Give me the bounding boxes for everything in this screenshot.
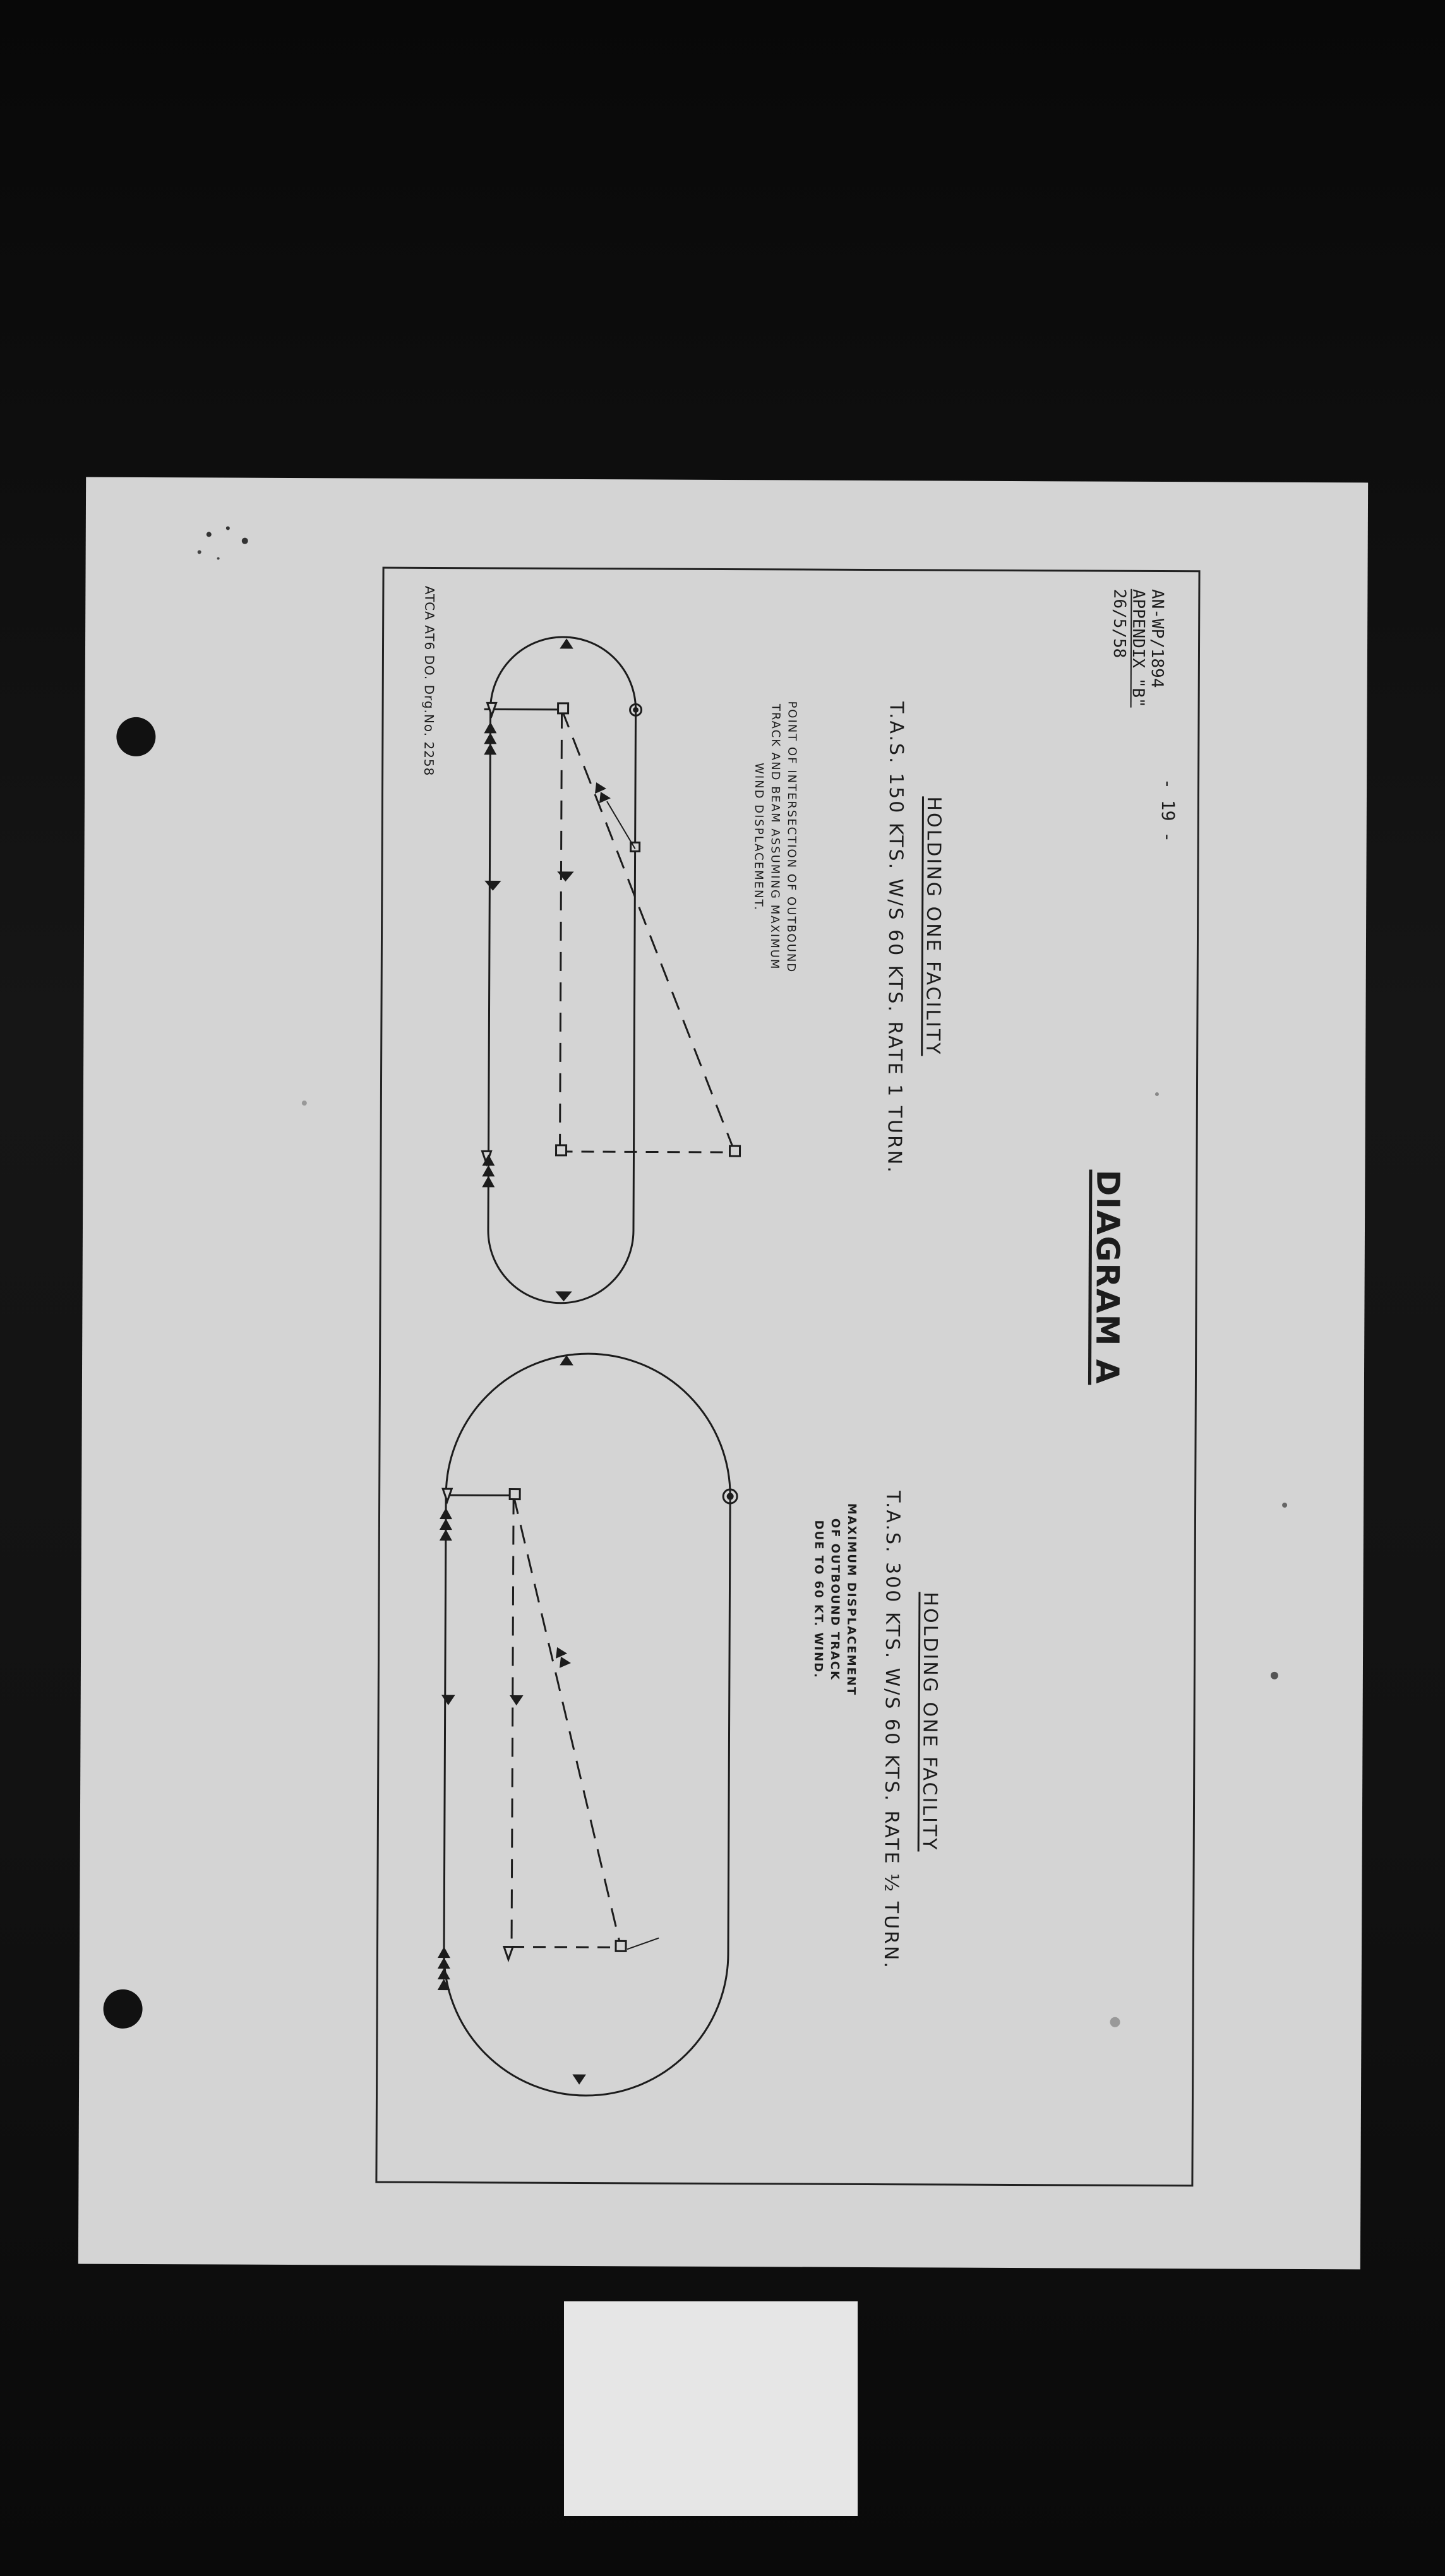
pattern-2-racetrack: [443, 1353, 731, 2096]
drawing-reference: ATCA AT6 DO. Drg.No. 2258: [421, 585, 438, 777]
pattern-1-tracks: [483, 709, 737, 1152]
pattern-2-subtitle: T.A.S. 300 KTS. W/S 60 KTS. RATE ½ TURN.: [879, 1491, 904, 1970]
pattern-1-markers: [482, 640, 743, 1301]
reference-line-1: AN-WP/1894: [1147, 588, 1167, 688]
pattern-2-markers: [440, 1356, 738, 2084]
holding-patterns: [376, 567, 1204, 2187]
pattern-2-heading: HOLDING ONE FACILITY: [918, 1592, 942, 1852]
page-number: - 19 -: [1157, 778, 1179, 843]
pattern-2-arrowheads: [438, 1508, 572, 1991]
pattern-1-heading: HOLDING ONE FACILITY: [921, 796, 945, 1056]
film-label-box: [564, 2301, 858, 2516]
pattern-1-subtitle: T.A.S. 150 KTS. W/S 60 KTS. RATE 1 TURN.: [883, 701, 908, 1175]
reference-line-3: 26/5/58: [1109, 588, 1129, 659]
pattern-2-note-line: DUE TO 60 KT. WIND.: [811, 1520, 825, 1679]
pattern-2-note-pointer: [627, 1938, 659, 1949]
landscape-drawing: [376, 567, 1204, 2187]
reference-line-2: APPENDIX "B": [1128, 588, 1148, 708]
pattern-2-note-line: OF OUTBOUND TRACK: [827, 1518, 842, 1681]
pattern-1-note-pointer: [607, 801, 635, 849]
document-sheet: [78, 477, 1368, 2270]
pattern-1-note-line: POINT OF INTERSECTION OF OUTBOUND: [784, 701, 799, 974]
pattern-2-tracks: [444, 1495, 623, 1947]
pattern-1-note-line: TRACK AND BEAM ASSUMING MAXIMUM: [767, 703, 782, 970]
pattern-1-racetrack: [488, 636, 636, 1303]
diagram-title: DIAGRAM A: [1088, 1169, 1127, 1385]
pattern-1-note-line: WIND DISPLACEMENT.: [752, 763, 766, 912]
pattern-1-arrowheads: [482, 722, 611, 1188]
pattern-2-note-line: MAXIMUM DISPLACEMENT: [844, 1503, 859, 1696]
